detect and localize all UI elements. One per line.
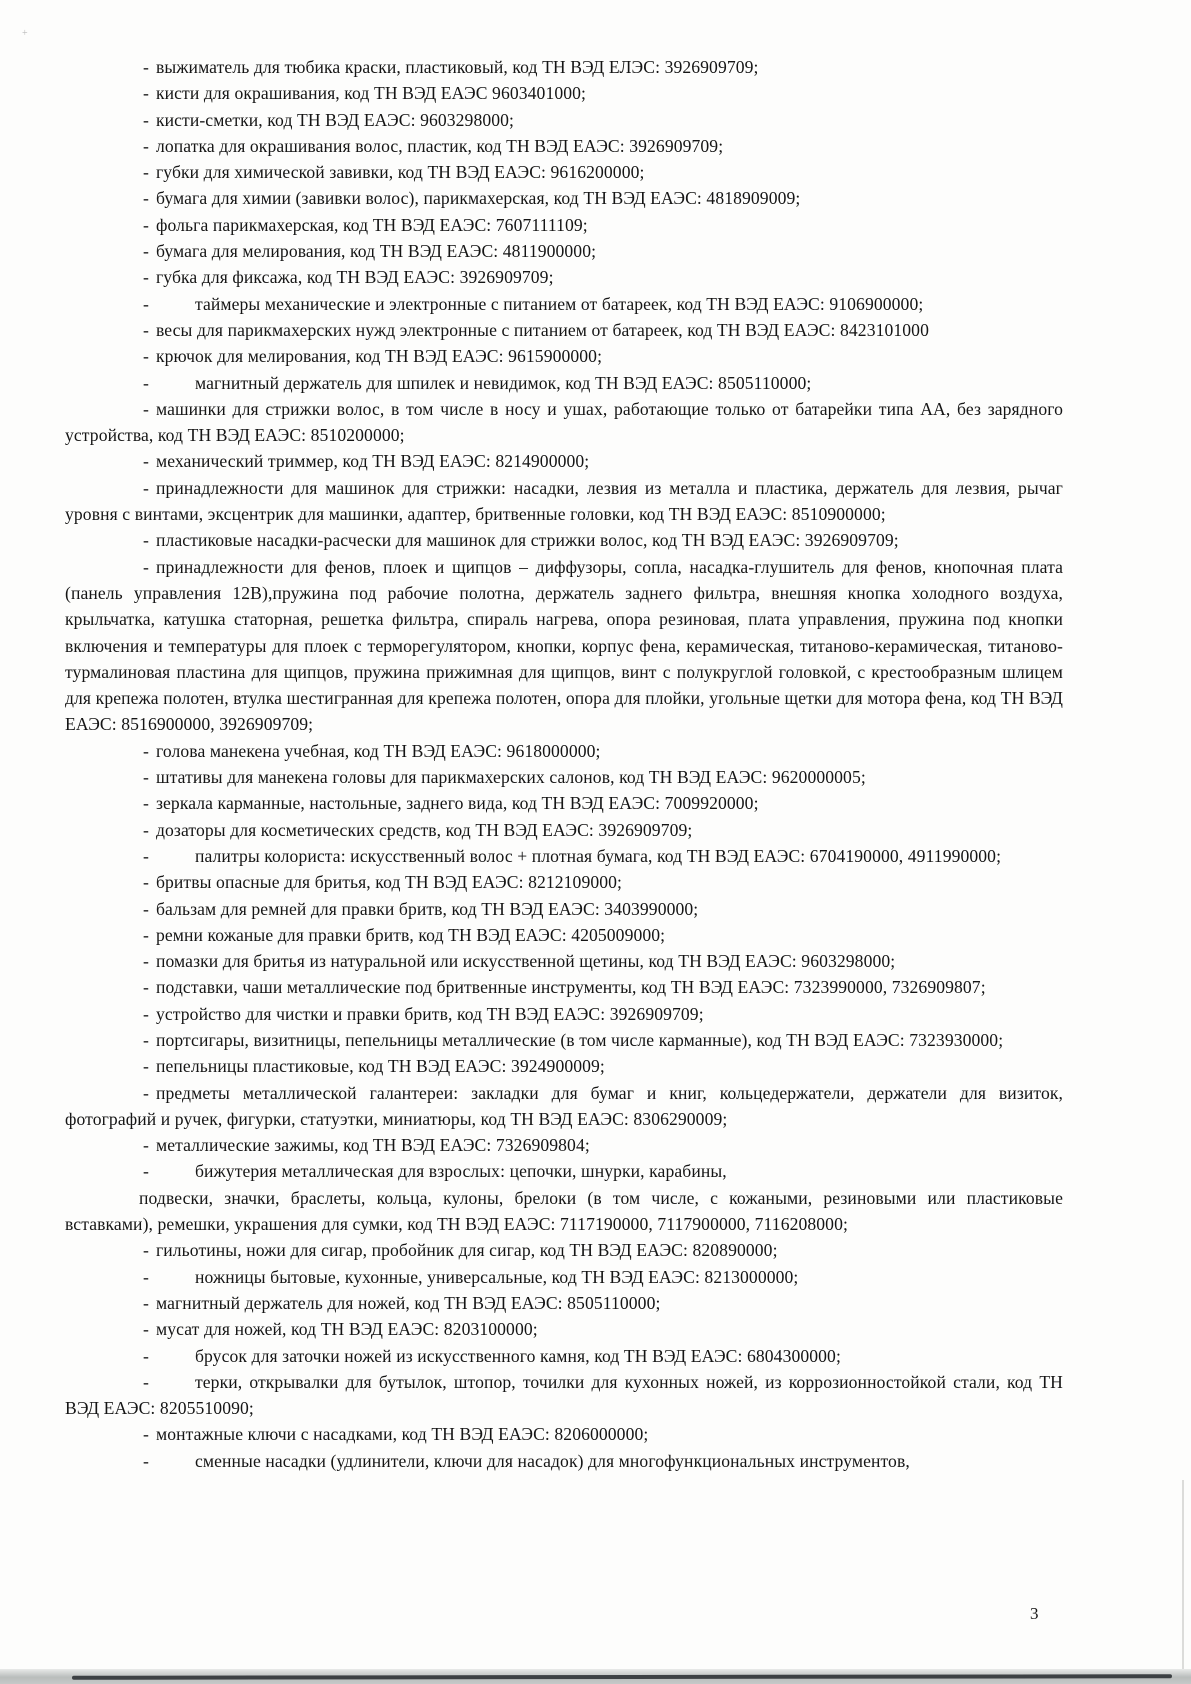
dash-marker: -	[143, 1424, 149, 1445]
dash-marker: -	[143, 293, 149, 314]
list-item-text: бритвы опасные для бритья, код ТН ВЭД ЕАЭС: 8212109000;	[155, 872, 623, 893]
dash-marker: -	[143, 793, 149, 814]
list-item	[65, 1448, 1063, 1474]
list-item-text: фольга парикмахерская, код ТН ВЭД ЕАЭС: 7607111109;	[155, 214, 588, 235]
list-item-text: дозаторы для косметических средств, код ТН ВЭД ЕАЭС: 3926909709;	[155, 819, 693, 840]
list-item	[65, 843, 1063, 869]
dash-marker: -	[143, 977, 149, 998]
dash-marker: -	[143, 1371, 149, 1392]
list-item-text: машинки для стрижки волос, в том числе в носу и ушах, работающие только от батарейки типа АА, без зарядного устройства, код ТН ВЭД ЕАЭС: 8510200000;	[65, 398, 1063, 446]
list-item	[65, 1369, 1063, 1422]
list-item	[65, 1158, 1063, 1184]
list-item-text: бальзам для ремней для правки бритв, код ТН ВЭД ЕАЭС: 3403990000;	[155, 898, 699, 919]
list-item-text: сменные насадки (удлинители, ключи для насадок) для многофункциональных инструментов,	[194, 1450, 910, 1471]
list-item-text: гильотины, ножи для сигар, пробойник для сигар, код ТН ВЭД ЕАЭС: 820890000;	[155, 1240, 778, 1261]
list-item-text: брусок для заточки ножей из искусственного камня, код ТН ВЭД ЕАЭС: 6804300000;	[194, 1345, 841, 1366]
dash-marker: -	[143, 1003, 149, 1024]
list-item	[65, 1053, 1063, 1079]
list-item	[65, 1132, 1063, 1158]
list-item-text: пепельницы пластиковые, код ТН ВЭД ЕАЭС: 3924900009;	[155, 1056, 605, 1077]
page-number: 3	[1030, 1604, 1039, 1623]
list-item-text: выжиматель для тюбика краски, пластиковый, код ТН ВЭД ЕЛЭС: 3926909709;	[155, 57, 759, 77]
list-item-text: зеркала карманные, настольные, заднего вида, код ТН ВЭД ЕАЭС: 7009920000;	[155, 793, 759, 814]
list-item	[65, 1290, 1063, 1316]
dash-marker: -	[143, 188, 149, 209]
dash-marker: -	[143, 1161, 149, 1182]
list-item	[65, 291, 1063, 317]
dash-marker: -	[143, 1345, 149, 1366]
list-item-text: мусат для ножей, код ТН ВЭД ЕАЭС: 8203100000;	[155, 1319, 538, 1340]
document-body	[65, 54, 1063, 1474]
dash-marker: -	[143, 135, 149, 156]
list-item	[65, 448, 1063, 474]
dash-marker: -	[143, 556, 149, 577]
list-item-text: бумага для мелирования, код ТН ВЭД ЕАЭС: 4811900000;	[155, 241, 597, 262]
list-item-text: предметы металлической галантереи: закладки для бумаг и книг, кольцедержатели, держатели для визиток, фотографий и ручек, фигурки, статуэтки, миниатюры, код ТН ВЭД ЕАЭС: 8306290009;	[65, 1082, 1063, 1129]
list-item-text: помазки для бритья из натуральной или искусственной щетины, код ТН ВЭД ЕАЭС: 9603298000;	[155, 951, 896, 972]
scan-right-edge-artifact	[1182, 1480, 1184, 1670]
list-item	[65, 159, 1063, 185]
dash-marker: -	[143, 951, 149, 972]
list-item	[65, 264, 1063, 290]
list-item-text: губки для химической завивки, код ТН ВЭД ЕАЭС: 9616200000;	[155, 162, 645, 183]
list-item-text: ножницы бытовые, кухонные, универсальные, код ТН ВЭД ЕАЭС: 8213000000;	[194, 1266, 799, 1287]
dash-marker: -	[143, 372, 149, 393]
dash-marker: -	[143, 1450, 149, 1471]
list-item-text: магнитный держатель для ножей, код ТН ВЭД ЕАЭС: 8505110000;	[155, 1292, 661, 1313]
dash-marker: -	[143, 1319, 149, 1340]
dash-marker: -	[143, 214, 149, 235]
dash-marker: -	[143, 1240, 149, 1261]
list-item-text: подставки, чаши металлические под бритвенные инструменты, код ТН ВЭД ЕАЭС: 7323990000, 7326909807;	[155, 977, 986, 998]
list-item-text: подвески, значки, браслеты, кольца, кулоны, брелоки (в том числе, с кожаными, резиновыми или пластиковые вставками), ремешки, украшения для сумки, код ТН ВЭД ЕАЭС: 7117190000, 7117900000, 7116208000;	[65, 1187, 1063, 1235]
dash-marker: -	[143, 267, 149, 288]
dash-marker: -	[143, 898, 149, 919]
list-item	[65, 1185, 1063, 1238]
dash-marker: -	[143, 1029, 149, 1050]
list-item-text: принадлежности для фенов, плоек и щипцов – диффузоры, сопла, насадка-глушитель для фенов, кнопочная плата (панель управления 12В),пружина под рабочие полотна, держатель заднего фильтра, внешняя кнопка холодного воздуха, крыльчатка, катушка статорная, решетка фильтра, спираль нагрева, опора резиновая, плата управления, пружина под кнопки включения и температуры для плоек с терморегулятором, кнопки, корпус фена, керамическая, титаново-керамическая, титаново-турмалиновая пластина для щипцов, пружина прижимная для щипцов, винт с полукруглой головкой, с крестообразным шлицем для крепежа полотен, втулка шестигранная для крепежа полотен, опора для плойки, угольные щетки для мотора фена, код ТН ВЭД ЕАЭС: 8516900000, 3926909709;	[65, 556, 1063, 735]
list-item	[65, 475, 1063, 528]
list-item-text: монтажные ключи с насадками, код ТН ВЭД ЕАЭС: 8206000000;	[155, 1424, 649, 1445]
list-item	[65, 54, 1063, 80]
list-item-text: бижутерия металлическая для взрослых: цепочки, шнурки, карабины,	[194, 1161, 727, 1182]
list-item-text: пластиковые насадки-расчески для машинок для стрижки волос, код ТН ВЭД ЕАЭС: 3926909709;	[155, 530, 899, 551]
dash-marker: -	[143, 819, 149, 840]
dash-marker: -	[143, 398, 149, 419]
list-item	[65, 1027, 1063, 1053]
list-item-text: таймеры механические и электронные с питанием от батареек, код ТН ВЭД ЕАЭС: 9106900000;	[194, 293, 924, 314]
list-item	[65, 554, 1063, 738]
dash-marker: -	[143, 57, 149, 77]
list-item	[65, 185, 1063, 211]
list-item-text: губка для фиксажа, код ТН ВЭД ЕАЭС: 3926909709;	[155, 267, 554, 288]
list-item	[65, 396, 1063, 449]
list-item	[65, 869, 1063, 895]
dash-marker: -	[143, 1082, 149, 1103]
list-item-text: принадлежности для машинок для стрижки: насадки, лезвия из металла и пластика, держатель для лезвия, рычаг уровня с винтами, эксцентрик для машинки, адаптер, бритвенные головки, код ТН ВЭД ЕАЭС: 8510900000;	[65, 477, 1063, 525]
list-item	[65, 238, 1063, 264]
dash-marker: -	[143, 451, 149, 472]
list-item-text: бумага для химии (завивки волос), парикмахерская, код ТН ВЭД ЕАЭС: 4818909009;	[155, 188, 801, 209]
list-item-text: весы для парикмахерских нужд электронные с питанием от батареек, код ТН ВЭД ЕАЭС: 8423101000	[155, 319, 929, 340]
dash-marker: -	[143, 241, 149, 262]
list-item-text: терки, открывалки для бутылок, штопор, точилки для кухонных ножей, из коррозионностойкой стали, код ТН ВЭД ЕАЭС: 8205510090;	[65, 1371, 1063, 1419]
list-item	[65, 974, 1063, 1000]
dash-marker: -	[143, 83, 149, 104]
list-item-text: металлические зажимы, код ТН ВЭД ЕАЭС: 7326909804;	[155, 1135, 590, 1156]
dash-marker: -	[143, 162, 149, 183]
list-item	[65, 133, 1063, 159]
list-item-text: портсигары, визитницы, пепельницы металлические (в том числе карманные), код ТН ВЭД ЕАЭС: 7323930000;	[155, 1029, 1004, 1050]
list-item	[65, 790, 1063, 816]
list-item-text: крючок для мелирования, код ТН ВЭД ЕАЭС: 9615900000;	[155, 346, 603, 367]
list-item	[65, 107, 1063, 133]
dash-marker: -	[143, 109, 149, 130]
list-item	[65, 1001, 1063, 1027]
list-item	[65, 764, 1063, 790]
list-item-text: кисти-сметки, код ТН ВЭД ЕАЭС: 9603298000;	[155, 109, 515, 130]
list-item	[65, 738, 1063, 764]
dash-marker: -	[143, 740, 149, 761]
dash-marker: -	[143, 1056, 149, 1077]
list-item	[65, 1237, 1063, 1263]
list-item	[65, 1316, 1063, 1342]
list-item-text: ремни кожаные для правки бритв, код ТН ВЭД ЕАЭС: 4205009000;	[155, 924, 666, 945]
list-item	[65, 1343, 1063, 1369]
dash-marker: -	[143, 767, 149, 788]
dash-marker: -	[143, 845, 149, 866]
dash-marker: -	[143, 319, 149, 340]
dash-marker: -	[143, 872, 149, 893]
list-item-text: штативы для манекена головы для парикмахерских салонов, код ТН ВЭД ЕАЭС: 9620000005;	[155, 767, 866, 788]
dash-marker: -	[143, 1266, 149, 1287]
dash-marker: -	[143, 1135, 149, 1156]
list-item	[65, 817, 1063, 843]
list-item	[65, 1080, 1063, 1133]
list-item	[65, 1264, 1063, 1290]
list-item	[65, 948, 1063, 974]
list-item	[65, 527, 1063, 553]
list-item-text: устройство для чистки и правки бритв, код ТН ВЭД ЕАЭС: 3926909709;	[155, 1003, 704, 1024]
list-item-text: кисти для окрашивания, код ТН ВЭД ЕАЭС 9603401000;	[155, 83, 587, 104]
list-item	[65, 922, 1063, 948]
scan-corner-mark: +	[22, 28, 28, 39]
list-item	[65, 370, 1063, 396]
list-item	[65, 343, 1063, 369]
dash-marker: -	[143, 1292, 149, 1313]
list-item	[65, 80, 1063, 106]
dash-marker: -	[143, 530, 149, 551]
list-item-text: лопатка для окрашивания волос, пластик, код ТН ВЭД ЕАЭС: 3926909709;	[155, 135, 724, 156]
list-item	[65, 896, 1063, 922]
dash-marker: -	[143, 924, 149, 945]
list-item-text: механический триммер, код ТН ВЭД ЕАЭС: 8214900000;	[155, 451, 590, 472]
list-item	[65, 1421, 1063, 1447]
list-item-text: магнитный держатель для шпилек и невидимок, код ТН ВЭД ЕАЭС: 8505110000;	[194, 372, 812, 393]
list-item-text: голова манекена учебная, код ТН ВЭД ЕАЭС: 9618000000;	[155, 740, 601, 761]
dash-marker: -	[143, 477, 149, 498]
list-item-text: палитры колориста: искусственный волос + плотная бумага, код ТН ВЭД ЕАЭС: 6704190000, 4911990000;	[194, 845, 1002, 866]
list-item	[65, 212, 1063, 238]
dash-marker: -	[143, 346, 149, 367]
list-item	[65, 317, 1063, 343]
